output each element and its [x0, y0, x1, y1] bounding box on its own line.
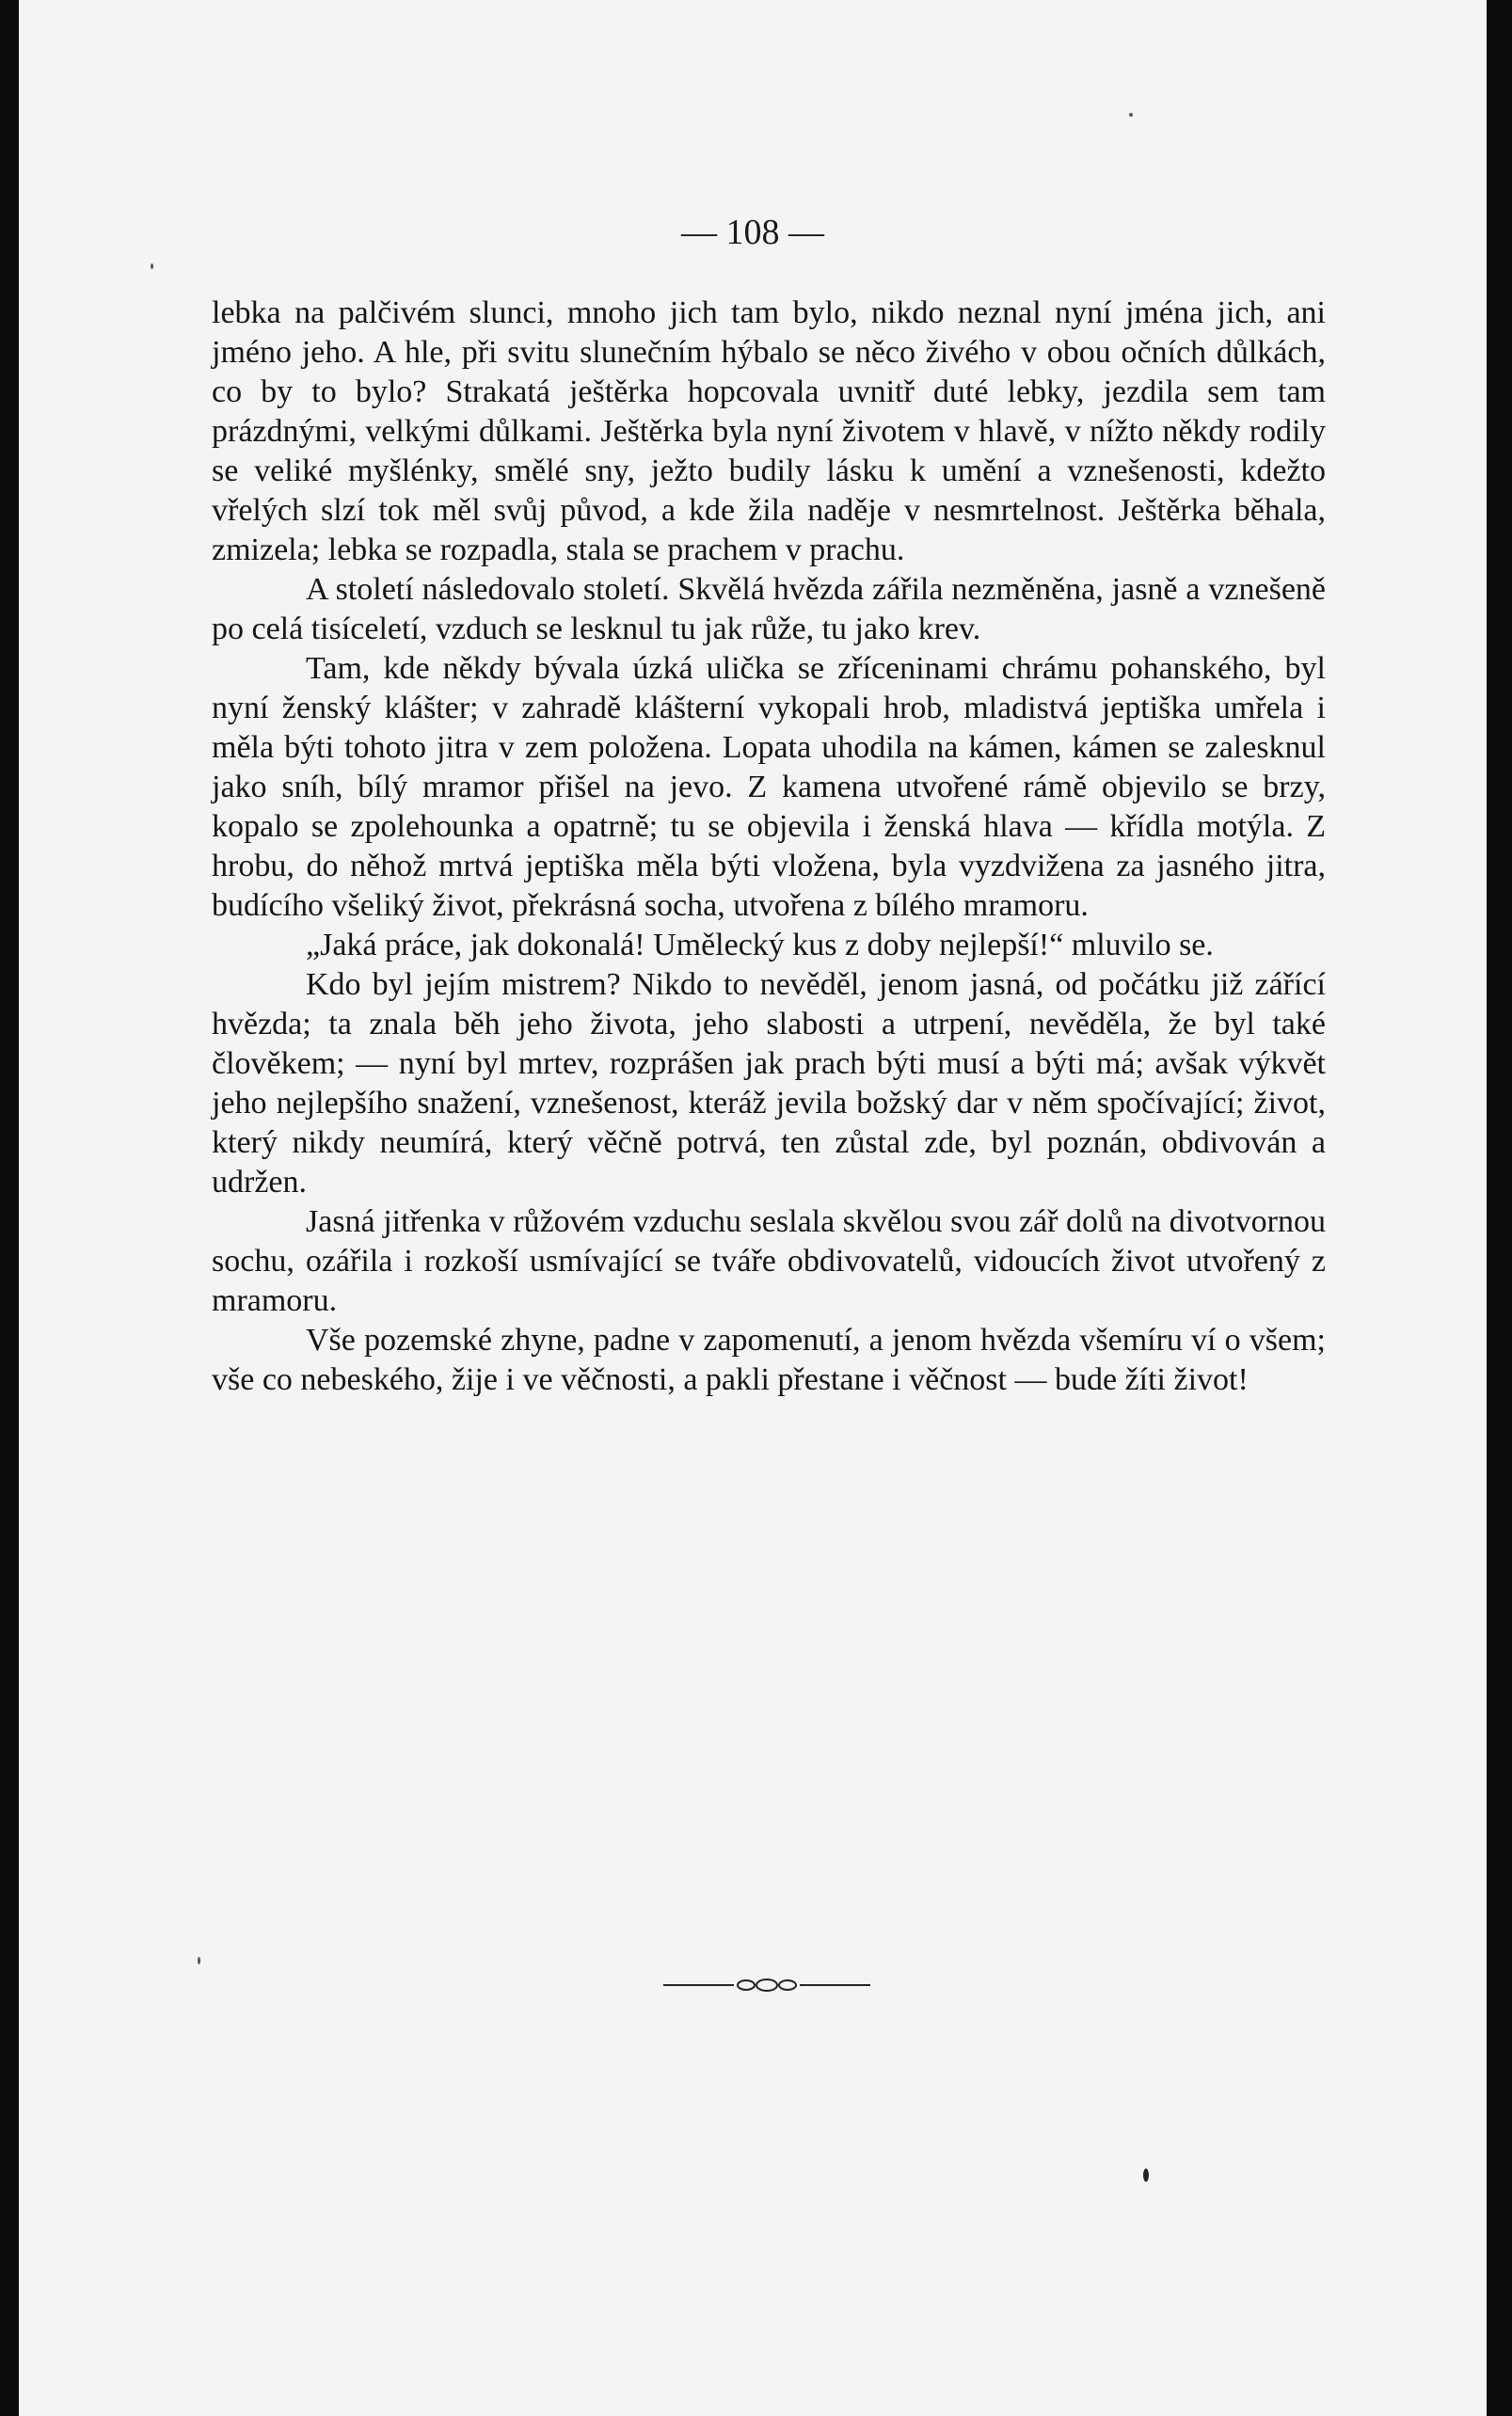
- book-page: [19, 0, 1487, 2416]
- end-ornament: [663, 1976, 870, 1995]
- body-text: [212, 294, 1326, 1400]
- scan-speck: [151, 263, 153, 269]
- scan-speck: [198, 1957, 200, 1964]
- paragraph: Jasná jitřenka v růžovém vzduchu seslala skvělou svou zář dolů na divotvornou sochu, ozářila i rozkoší usmívající se tváře obdivovatelů, vidoucích život utvořený z mramoru.: [212, 1204, 1326, 1318]
- paragraph: Kdo byl jejím mistrem? Nikdo to nevěděl, jenom jasná, od počátku již zářící hvězda; ta znala běh jeho života, jeho slabosti a utrpení, nevěděla, že byl také člověkem; — nyní byl mrtev, rozprášen jak prach býti musí a býti má; avšak výkvět jeho nejlepšího snažení, vznešenost, kteráž jevila božský dar v něm spočívající; život, který nikdy neumírá, který věčně potrvá, ten zůstal zde, byl poznán, obdivován a udržen.: [212, 967, 1326, 1200]
- paragraph: Tam, kde někdy bývala úzká ulička se zříceninami chrámu pohanského, byl nyní ženský klášter; v zahradě klášterní vykopali hrob, mladistvá jeptiška umřela i měla býti tohoto jitra v zem položena. Lopata uhodila na kámen, kámen se zalesknul jako sníh, bílý mramor přišel na jevo. Z kamena utvořené rámě objevilo se brzy, kopalo se zpolehounka a opatrně; tu se objevila i ženská hlava — křídla motýla. Z hrobu, do něhož mrtvá jeptiška měla býti vložena, byla vyzdvižena za jasného jitra, budícího všeliký život, překrásná socha, utvořena z bílého mramoru.: [212, 651, 1326, 923]
- scan-speck: [1143, 2169, 1149, 2182]
- paragraph: lebka na palčivém slunci, mnoho jich tam bylo, nikdo neznal nyní jména jich, ani jméno jeho. A hle, při svitu slunečním hýbalo se něco živého v obou očních důlkách, co by to bylo? Strakatá ještěrka hopcovala uvnitř duté lebky, jezdila sem tam prázdnými, velkými důlkami. Ještěrka byla nyní životem v hlavě, v nížto někdy rodily se veliké myšlénky, smělé sny, ježto budily lásku k umění a vznešenosti, kdežto vřelých slzí tok měl svůj původ, a kde žila naděje v nesmrtelnost. Ještěrka běhala, zmizela; lebka se rozpadla, stala se prachem v prachu.: [212, 295, 1326, 567]
- paragraph: Vše pozemské zhyne, padne v zapomenutí, a jenom hvězda všemíru ví o všem; vše co nebeského, žije i ve věčnosti, a pakli přestane i věčnost — bude žíti život!: [212, 1323, 1326, 1397]
- paragraph: „Jaká práce, jak dokonalá! Umělecký kus z doby nejlepší!“ mluvilo se.: [306, 928, 1214, 962]
- paragraph: A století následovalo století. Skvělá hvězda zářila nezměněna, jasně a vznešeně po celá tisíceletí, vzduch se lesknul tu jak růže, tu jako krev.: [212, 572, 1326, 646]
- page-number: — 108 —: [681, 213, 824, 252]
- scan-speck: [1129, 113, 1133, 117]
